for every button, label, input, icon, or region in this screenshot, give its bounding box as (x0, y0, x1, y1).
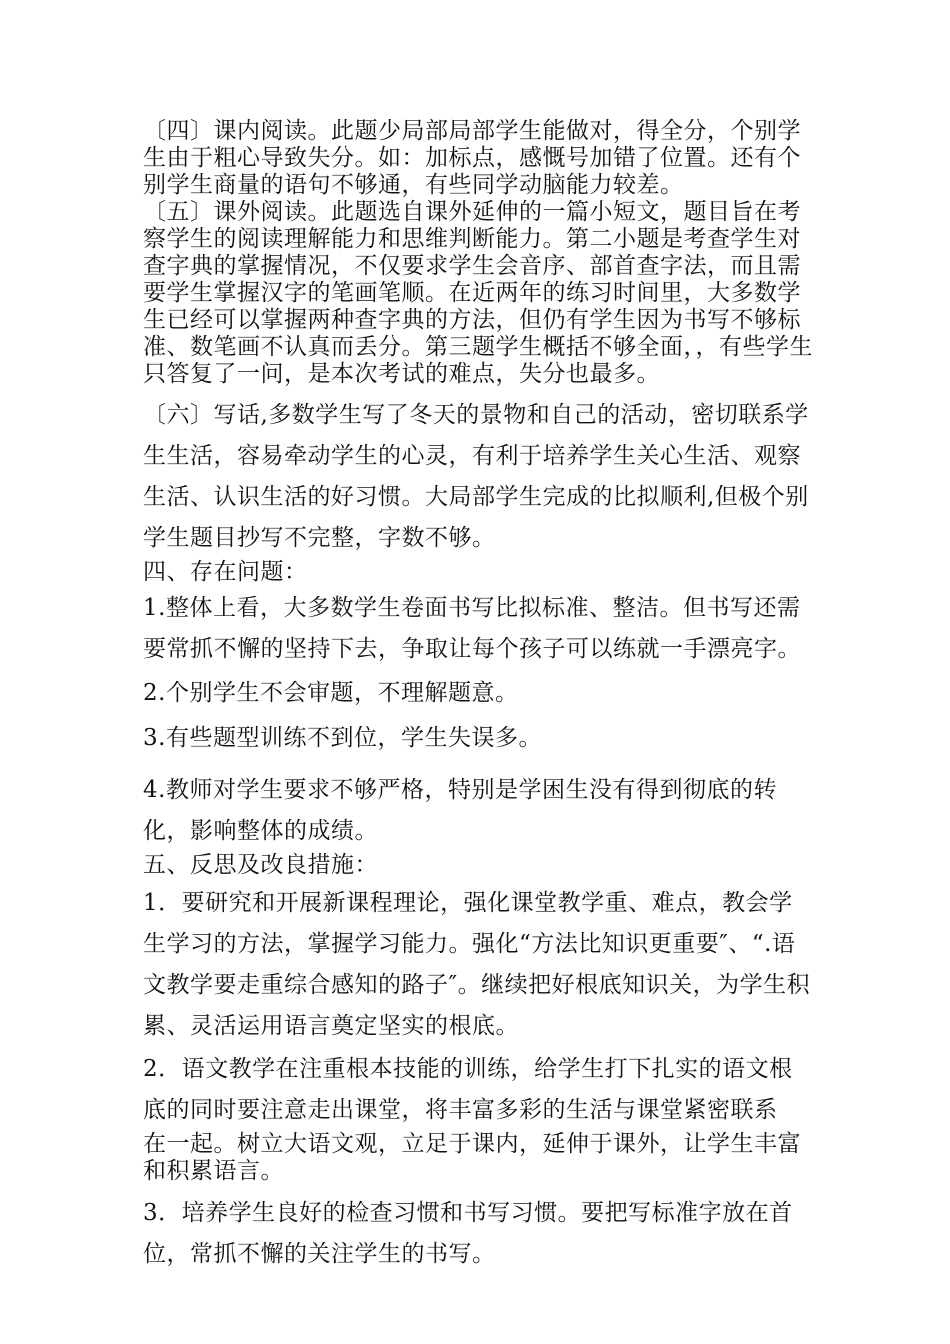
paragraph-in-class-reading: 〔四〕课内阅读。此题少局部局部学生能做对，得全分，个别学生由于粗心导致失分。如：加标点，感慨号加错了位置。还有个别学生商量的语句不够通，有些同学动脑能力较差。 (143, 118, 801, 198)
measure-item-2-continued: 在一起。树立大语文观，立足于课内，延伸于课外，让学生丰富和积累语言。 (143, 1131, 801, 1184)
document-page (143, 118, 813, 1275)
measure-item-2: 2．语文教学在注重根本技能的训练，给学生打下扎实的语文根底的同时要注意走出课堂，将丰富多彩的生活与课堂紧密联系 (143, 1056, 793, 1123)
problem-item-3: 3.有些题型训练不到位，学生失误多。 (143, 725, 542, 751)
problem-item-1: 1.整体上看，大多数学生卷面书写比拟标准、整洁。但书写还需要常抓不懈的坚持下去，争取让每个孩子可以练就一手漂亮字。 (143, 595, 801, 662)
problem-item-2: 2.个别学生不会审题，不理解题意。 (143, 680, 519, 706)
paragraph-writing: 〔六〕写话,多数学生写了冬天的景物和自己的活动，密切联系学生生活，容易牵动学生的心灵，有利于培养学生关心生活、观察生活、认识生活的好习惯。大局部学生完成的比拟顺利,但极个别学生题目抄写不完整，字数不够。 (143, 402, 809, 551)
problem-item-4: 4.教师对学生要求不够严格，特别是学困生没有得到彻底的转化，影响整体的成绩。 (143, 777, 777, 844)
heading-existing-problems: 四、存在问题： (143, 559, 308, 585)
heading-reflection-measures: 五、反思及改良措施： (143, 852, 378, 878)
measure-item-1: 1．要研究和开展新课程理论，强化课堂教学重、难点，教会学生学习的方法，掌握学习能力。强化“方法比知识更重要″、“.语文教学要走重综合感知的路子″。继续把好根底知识关，为学生积累、灵活运用语言奠定坚实的根底。 (143, 890, 811, 1039)
measure-item-3: 3．培养学生良好的检查习惯和书写习惯。要把写标准字放在首位，常抓不懈的关注学生的书写。 (143, 1200, 793, 1267)
paragraph-extracurricular-reading: 〔五〕课外阅读。此题选自课外延伸的一篇小短文，题目旨在考察学生的阅读理解能力和思维判断能力。第二小题是考查学生对查字典的掌握情况，不仅要求学生会音序、部首查字法，而且需要学生掌握汉字的笔画笔顺。在近两年的练习时间里，大多数学生已经可以掌握两种查字典的方法，但仍有学生因为书写不够标准、数笔画不认真而丢分。第三题学生概括不够全面，，有些学生只答复了一问，是本次考试的难点，失分也最多。 (143, 199, 813, 387)
